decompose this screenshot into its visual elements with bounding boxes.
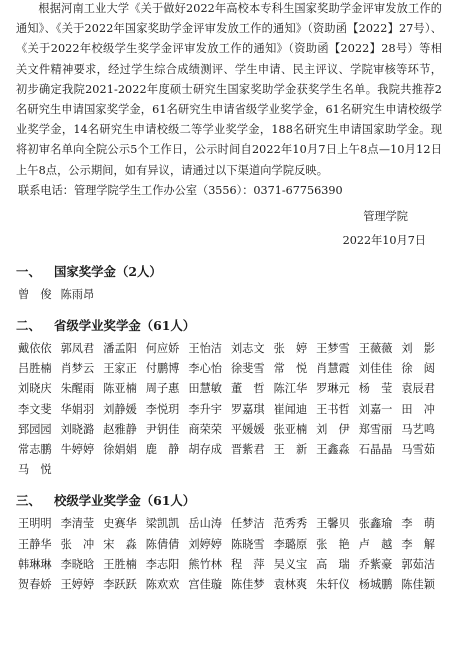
name-entry: 岳山涛 (188, 517, 222, 531)
name-entry: 鹿 静 (145, 443, 180, 457)
name-entry: 刘嘉一 (358, 402, 393, 416)
name-entry: 石晶晶 (358, 443, 393, 457)
name-entry: 陈晓雪 (230, 537, 265, 551)
name-entry: 朱轩仪 (316, 578, 350, 592)
name-entry: 陈亚楠 (103, 382, 137, 396)
name-entry: 吴义宝 (273, 557, 308, 571)
name-entry: 陈欢欢 (145, 578, 180, 592)
contact-line: 联系电话：管理学院学生工作办公室（3556）：0371-67756390 (18, 183, 343, 197)
name-entry: 徐 闼 (401, 362, 435, 376)
name-entry: 王怡洁 (188, 342, 222, 356)
name-entry: 宋 淼 (103, 537, 137, 551)
name-entry: 李跃跃 (103, 578, 137, 592)
name-entry: 李 解 (401, 537, 435, 551)
name-entry: 崔闻迪 (273, 402, 308, 416)
signature-date: 2022年10月7日 (342, 233, 426, 247)
name-list (16, 339, 442, 480)
name-entry: 张鑫瑜 (358, 517, 393, 531)
name-entry: 袁林爽 (273, 578, 308, 592)
name-entry: 李升宇 (188, 402, 222, 416)
name-entry: 田慧敏 (188, 382, 222, 396)
name-entry: 王婷婷 (60, 578, 95, 592)
name-entry: 刘 伊 (316, 422, 350, 436)
name-entry: 乔紫豪 (358, 557, 393, 571)
section-title: 国家奖学金（2人） (54, 263, 162, 279)
name-entry: 曾 俊 (18, 287, 52, 301)
section-title: 省级学业奖学金（61人） (54, 318, 196, 334)
name-entry: 袁辰君 (401, 382, 435, 396)
name-entry: 付鹏博 (145, 362, 180, 376)
name-entry: 宫佳璇 (188, 578, 222, 592)
name-entry: 郭茹洁 (401, 557, 435, 571)
name-entry: 高 瑞 (316, 557, 350, 571)
name-entry: 陈雨昂 (60, 287, 95, 301)
name-entry: 尹钥佳 (145, 422, 180, 436)
signature-org: 管理学院 (363, 209, 408, 223)
name-entry: 吕胜楠 (18, 362, 52, 376)
name-entry: 罗嘉琪 (230, 402, 265, 416)
name-entry: 张 艳 (316, 537, 350, 551)
name-entry: 梁凯凯 (145, 517, 180, 531)
name-entry: 史赛华 (103, 517, 137, 531)
name-entry: 董 哲 (230, 382, 265, 396)
name-entry: 郅园园 (18, 422, 52, 436)
name-entry: 王薇薇 (358, 342, 393, 356)
name-entry: 徐斐雪 (230, 362, 265, 376)
name-entry: 郭凤君 (60, 342, 95, 356)
name-entry: 熊竹林 (188, 557, 222, 571)
section-heading (16, 490, 442, 512)
name-entry: 刘婷婷 (188, 537, 222, 551)
name-entry: 赵雅静 (103, 422, 137, 436)
name-entry: 陈倩倩 (145, 537, 180, 551)
name-entry: 王书哲 (316, 402, 350, 416)
name-entry: 王明明 (18, 517, 52, 531)
name-entry: 李志阳 (145, 557, 180, 571)
name-entry: 张 冲 (60, 537, 95, 551)
intro-paragraph: 根据河南工业大学《关于做好2022年高校本专科生国家奖助学金评审发放工作的通知》、《关于2022年国家奖助学金评审发放工作的通知》（资助函【2022】27号）、《关于2022年校级学生奖学金评审发放工作的通知》（资助函【2022】28号）等相关文件精神要求，经过学生综合成绩测评、学生申请、民主评议、学院审核等环节，初步确定我院2021-2022年度硕士研究生国家奖助学金获奖学生名单。我院共推荐2名研究生申请国家奖学金，61名研究生申请省级学业奖学金，61名研究生申请校级学业奖学金，14名研究生申请校级二等学业奖学金，188名研究生申请国家助学金。现将初审名单向全院公示5个工作日，公示时间自2022年10月7日上午8点—10月12日上午8点，公示期间，如有异议，请通过以下渠道向学院反映。 (16, 2, 442, 177)
name-entry: 杨 莹 (358, 382, 393, 396)
name-entry: 刘 影 (401, 342, 435, 356)
name-entry: 徐娟娟 (103, 443, 137, 457)
section-heading (16, 261, 442, 283)
name-entry: 王梦雪 (316, 342, 350, 356)
name-entry: 华娟羽 (60, 402, 95, 416)
name-entry: 常志鹏 (18, 443, 52, 457)
name-entry: 范秀秀 (273, 517, 308, 531)
name-list (16, 514, 442, 595)
name-entry: 李清莹 (60, 517, 95, 531)
name-entry: 李悦玥 (145, 402, 180, 416)
name-entry: 常 悦 (273, 362, 308, 376)
name-entry: 王 新 (273, 443, 308, 457)
name-entry: 任梦洁 (230, 517, 265, 531)
section-number: 三、 (16, 493, 41, 509)
name-entry: 牛婷婷 (60, 443, 95, 457)
name-entry: 罗琳元 (316, 382, 350, 396)
name-entry: 陈江华 (273, 382, 308, 396)
name-entry: 马雪茹 (401, 443, 435, 457)
name-entry: 李 萌 (401, 517, 435, 531)
section-provincial-scholarship (16, 315, 442, 480)
name-entry: 周子惠 (145, 382, 180, 396)
name-entry: 陈佳梦 (230, 578, 265, 592)
name-entry: 刘晓潞 (60, 422, 95, 436)
name-entry: 王鑫淼 (316, 443, 350, 457)
name-entry: 晋紫君 (230, 443, 265, 457)
name-entry: 平媛媛 (230, 422, 265, 436)
name-entry: 商荣荣 (188, 422, 222, 436)
name-entry: 王馨贝 (316, 517, 350, 531)
name-entry: 戴依依 (18, 342, 52, 356)
name-entry: 潘孟阳 (103, 342, 137, 356)
name-entry: 贺春娇 (18, 578, 52, 592)
name-list (16, 285, 442, 305)
name-entry: 刘佳佳 (358, 362, 393, 376)
name-entry: 李文斐 (18, 402, 52, 416)
name-entry: 程 萍 (230, 557, 265, 571)
name-entry: 刘志文 (230, 342, 265, 356)
name-entry: 杨城鹏 (358, 578, 393, 592)
name-entry: 李心怡 (188, 362, 222, 376)
section-number: 一、 (16, 263, 41, 279)
name-entry: 张亚楠 (273, 422, 308, 436)
name-entry: 朱醒雨 (60, 382, 95, 396)
name-entry: 王胜楠 (103, 557, 137, 571)
section-heading (16, 315, 442, 337)
name-entry: 王家正 (103, 362, 137, 376)
section-number: 二、 (16, 318, 41, 334)
name-entry: 张 婷 (273, 342, 308, 356)
name-entry: 卢 越 (358, 537, 393, 551)
name-entry: 陈佳颖 (401, 578, 435, 592)
name-entry: 刘静媛 (103, 402, 137, 416)
name-entry: 何应娇 (145, 342, 180, 356)
name-entry: 胡存成 (188, 443, 222, 457)
name-entry: 马 悦 (18, 463, 52, 477)
name-entry: 王静华 (18, 537, 52, 551)
section-school-scholarship (16, 490, 442, 595)
name-entry: 郑雪丽 (358, 422, 393, 436)
section-national-scholarship (16, 261, 442, 305)
name-entry: 肖慧霞 (316, 362, 350, 376)
name-entry: 刘晓庆 (18, 382, 52, 396)
section-title: 校级学业奖学金（61人） (54, 493, 196, 509)
name-entry: 肖梦云 (60, 362, 95, 376)
name-entry: 李璐原 (273, 537, 308, 551)
name-entry: 李晓晗 (60, 557, 95, 571)
name-entry: 韩琳琳 (18, 557, 52, 571)
name-entry: 田 冲 (401, 402, 435, 416)
name-entry: 马艺鸣 (401, 422, 435, 436)
